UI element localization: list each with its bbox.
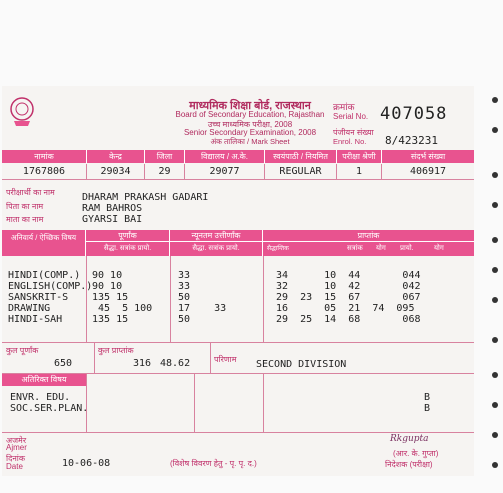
signer-title: निदेशक (परीक्षा) — [385, 460, 433, 469]
obtained-sessional-header: सत्रांक — [347, 245, 363, 252]
enrol-label-hindi: पंजीयन संख्या — [333, 128, 374, 137]
subject-name: DRAWING — [8, 303, 51, 314]
info-value-row — [2, 164, 474, 180]
min-marks-subheader: सैद्धा. सत्रांक प्रायो. — [170, 242, 263, 256]
obtained-total-header: योग — [434, 245, 444, 252]
info-header-reference: संदर्भ संख्या — [410, 152, 446, 161]
subject-name: ENGLISH(COMP.) — [8, 281, 93, 292]
subject-name: HINDI(COMP.) — [8, 270, 81, 281]
subject-min-marks: 33 — [178, 270, 191, 281]
subject-header: अनिवार्य / ऐच्छिक विषय — [2, 230, 86, 256]
total-max-label: कुल पूर्णांक — [6, 346, 39, 355]
percentage: 48.62 — [160, 358, 191, 369]
total-obtained-marks: 316 — [133, 358, 152, 369]
subject-max-marks: 135 15 — [92, 314, 129, 325]
subject-obtained-marks: 34 10 44 044 — [276, 270, 421, 281]
obtained-sum-header: योग — [376, 245, 386, 252]
father-name: RAM BAHROS — [82, 203, 143, 214]
subject-min-marks: 33 — [178, 281, 191, 292]
additional-subject-grade: B — [424, 403, 431, 414]
result-division: SECOND DIVISION — [256, 359, 347, 370]
binder-hole — [492, 172, 498, 178]
sheet-title: अंक तालिका / Mark Sheet — [210, 137, 290, 146]
exam-category: 1 — [337, 164, 382, 179]
subject-max-marks: 90 10 — [92, 281, 123, 292]
binder-hole — [492, 127, 498, 133]
place-label-hindi: अजमेर — [6, 436, 27, 445]
subject-max-marks: 45 5 100 — [92, 303, 153, 314]
reference-number: 406917 — [409, 166, 447, 177]
serial-label-hindi: क्रमांक — [333, 102, 355, 112]
binder-hole — [492, 297, 498, 303]
subject-name: HINDI-SAH — [8, 314, 63, 325]
additional-subject-name: ENVR. EDU. — [10, 392, 71, 403]
board-name-hindi: माध्यमिक शिक्षा बोर्ड, राजस्थान — [189, 100, 311, 112]
grid-line — [194, 374, 195, 432]
grid-line — [263, 256, 264, 342]
max-marks-header: पूर्णांक — [86, 230, 170, 242]
exam-name-english: Senior Secondary Examination, 2008 — [183, 128, 317, 137]
binder-hole — [492, 267, 498, 273]
binder-hole — [492, 432, 498, 438]
student-name: DHARAM PRAKASH GADARI — [82, 192, 209, 203]
issue-date: 10-06-08 — [62, 458, 111, 469]
school-code: 29077 — [185, 164, 265, 179]
max-marks-subheader: सैद्धा. सत्रांक प्रायो. — [86, 242, 170, 256]
obtained-theory-header: सैद्धान्तिक — [267, 246, 289, 252]
info-header-school: विद्यालय / अ.के. — [185, 150, 265, 163]
exam-name-hindi: उच्च माध्यमिक परीक्षा, 2008 — [207, 120, 293, 129]
grid-line — [210, 343, 211, 373]
grid-line — [86, 256, 87, 342]
info-header-district: जिला — [145, 150, 185, 163]
additional-subject-grade: B — [424, 392, 431, 403]
roll-number: 1767806 — [2, 164, 87, 179]
date-label-hindi: दिनांक — [6, 454, 25, 463]
student-type: REGULAR — [265, 164, 337, 179]
binder-hole — [492, 237, 498, 243]
mother-name-label: माता का नाम — [6, 215, 44, 224]
subject-max-marks: 135 15 — [92, 292, 129, 303]
subject-max-marks: 90 10 — [92, 270, 123, 281]
binder-hole — [492, 202, 498, 208]
obtained-practical-header: प्रायो. — [400, 245, 414, 252]
subject-obtained-marks: 29 23 15 67 067 — [276, 292, 421, 303]
subject-min-marks: 50 — [178, 292, 191, 303]
binder-hole — [492, 337, 498, 343]
info-header-category: परीक्षा श्रेणी — [337, 150, 382, 163]
obtained-marks-header: प्राप्तांक — [263, 230, 474, 242]
grid-line — [170, 256, 171, 342]
signer-name: (आर. के. गुप्ता) — [393, 449, 439, 458]
student-name-label: परीक्षार्थी का नाम — [6, 188, 55, 197]
subject-obtained-marks: 16 05 21 74 095 — [276, 303, 415, 314]
mother-name: GYARSI BAI — [82, 214, 143, 225]
board-name-english: Board of Secondary Education, Rajasthan — [175, 110, 325, 119]
info-header-centre: केन्द्र — [87, 150, 145, 163]
grid-line — [263, 374, 264, 432]
director-signature: Rkgupta — [390, 434, 429, 444]
serial-label: Serial No. — [333, 112, 369, 121]
enrol-number: 8/423231 — [385, 134, 438, 147]
additional-subject-name: SOC.SER.PLAN. — [10, 403, 89, 414]
date-label: Date — [6, 462, 23, 471]
binder-hole — [492, 462, 498, 468]
result-label: परिणाम — [214, 355, 237, 364]
board-emblem-icon — [8, 96, 36, 128]
binder-hole — [492, 97, 498, 103]
binder-hole — [492, 402, 498, 408]
verification-note: (विशेष विवरण हेतु - पृ. पृ. द.) — [170, 459, 257, 468]
binder-hole — [492, 372, 498, 378]
district-code: 29 — [145, 164, 185, 179]
grid-line — [2, 432, 474, 433]
enrol-label: Enrol. No. — [333, 137, 367, 146]
father-name-label: पिता का नाम — [6, 202, 44, 211]
total-obtained-label: कुल प्राप्तांक — [98, 346, 134, 355]
place-label: Ajmer — [6, 443, 27, 452]
subject-obtained-marks: 29 25 14 68 068 — [276, 314, 421, 325]
subject-name: SANSKRIT-S — [8, 292, 69, 303]
marks-header — [2, 230, 474, 256]
min-marks-header: न्यूनतम उत्तीर्णांक — [170, 230, 263, 242]
info-header-roll: नामांक — [2, 150, 87, 163]
grid-line — [2, 342, 474, 343]
centre-code: 29034 — [87, 164, 145, 179]
additional-subjects-header: अतिरिक्त विषय — [2, 374, 86, 386]
grid-line — [94, 343, 95, 373]
subject-obtained-marks: 32 10 42 042 — [276, 281, 421, 292]
info-header-type: स्वयंपाठी / नियमित — [265, 150, 337, 163]
info-header-row — [2, 150, 474, 163]
subject-min-marks: 17 33 — [178, 303, 227, 314]
serial-number: 407058 — [380, 104, 448, 124]
total-max-marks: 650 — [54, 358, 73, 369]
subject-min-marks: 50 — [178, 314, 191, 325]
